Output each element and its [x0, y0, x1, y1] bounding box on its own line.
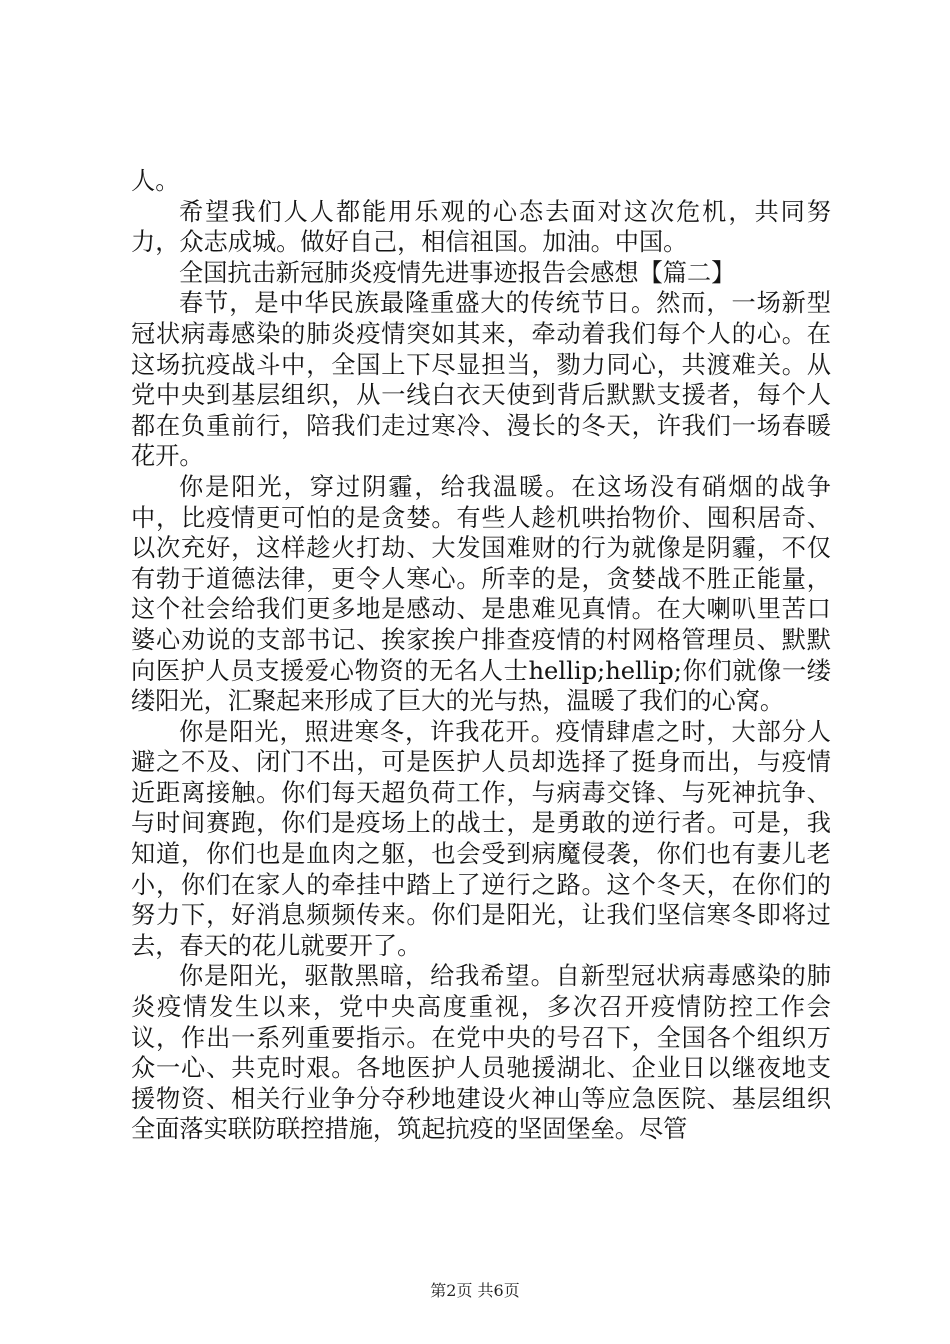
paragraph-sunshine-winter: 你是阳光，照进寒冬，许我花开。疫情肆虐之时，大部分人避之不及、闭门不出，可是医护人员却选择了挺身而出，与疫情近距离接触。你们每天超负荷工作，与病毒交锋、与死神抗争、与时间赛跑，你们是疫场上的战士，是勇敢的逆行者。可是，我知道，你们也是血肉之躯，也会受到病魔侵袭，你们也有妻儿老小，你们在家人的牵挂中踏上了逆行之路。这个冬天，在你们的努力下，好消息频频传来。你们是阳光，让我们坚信寒冬即将过去，春天的花儿就要开了。 — [131, 717, 831, 960]
paragraph-sunshine-hope: 你是阳光，驱散黑暗，给我希望。自新型冠状病毒感染的肺炎疫情发生以来，党中央高度重视，多次召开疫情防控工作会议，作出一系列重要指示。在党中央的号召下，全国各个组织万众一心、共克时艰。各地医护人员驰援湖北、企业日以继夜地支援物资、相关行业争分夺秒地建设火神山等应急医院、基层组织全面落实联防联控措施，筑起抗疫的坚固堡垒。尽管 — [131, 962, 831, 1144]
paragraph-continuation: 人。 — [131, 167, 180, 195]
paragraph-spring-festival: 春节，是中华民族最隆重盛大的传统节日。然而，一场新型冠状病毒感染的肺炎疫情突如其来，牵动着我们每个人的心。在这场抗疫战斗中，全国上下尽显担当，勠力同心，共渡难关。从党中央到基层组织，从一线白衣天使到背后默默支援者，每个人都在负重前行，陪我们走过寒冷、漫长的冬天，许我们一场春暖花开。 — [131, 289, 831, 471]
page-footer: 第2页 共6页 — [430, 1281, 520, 1300]
paragraph-sunshine-warmth: 你是阳光，穿过阴霾，给我温暖。在这场没有硝烟的战争中，比疫情更可怕的是贪婪。有些人趁机哄抬物价、囤积居奇、以次充好，这样趁火打劫、大发国难财的行为就像是阴霾，不仅有勃于道德法律，更令人寒心。所幸的是，贪婪战不胜正能量，这个社会给我们更多地是感动、是患难见真情。在大喇叭里苦口婆心劝说的支部书记、挨家挨户排查疫情的村网格管理员、默默向医护人员支援爱心物资的无名人士hellip;hellip;你们就像一缕缕阳光，汇聚起来形成了巨大的光与热，温暖了我们的心窝。 — [131, 472, 831, 716]
paragraph-hope: 希望我们人人都能用乐观的心态去面对这次危机，共同努力，众志成城。做好自己，相信祖国。加油。中国。 — [131, 197, 831, 257]
section-heading: 全国抗击新冠肺炎疫情先进事迹报告会感想【篇二】 — [179, 258, 736, 287]
document-body — [131, 166, 831, 1145]
